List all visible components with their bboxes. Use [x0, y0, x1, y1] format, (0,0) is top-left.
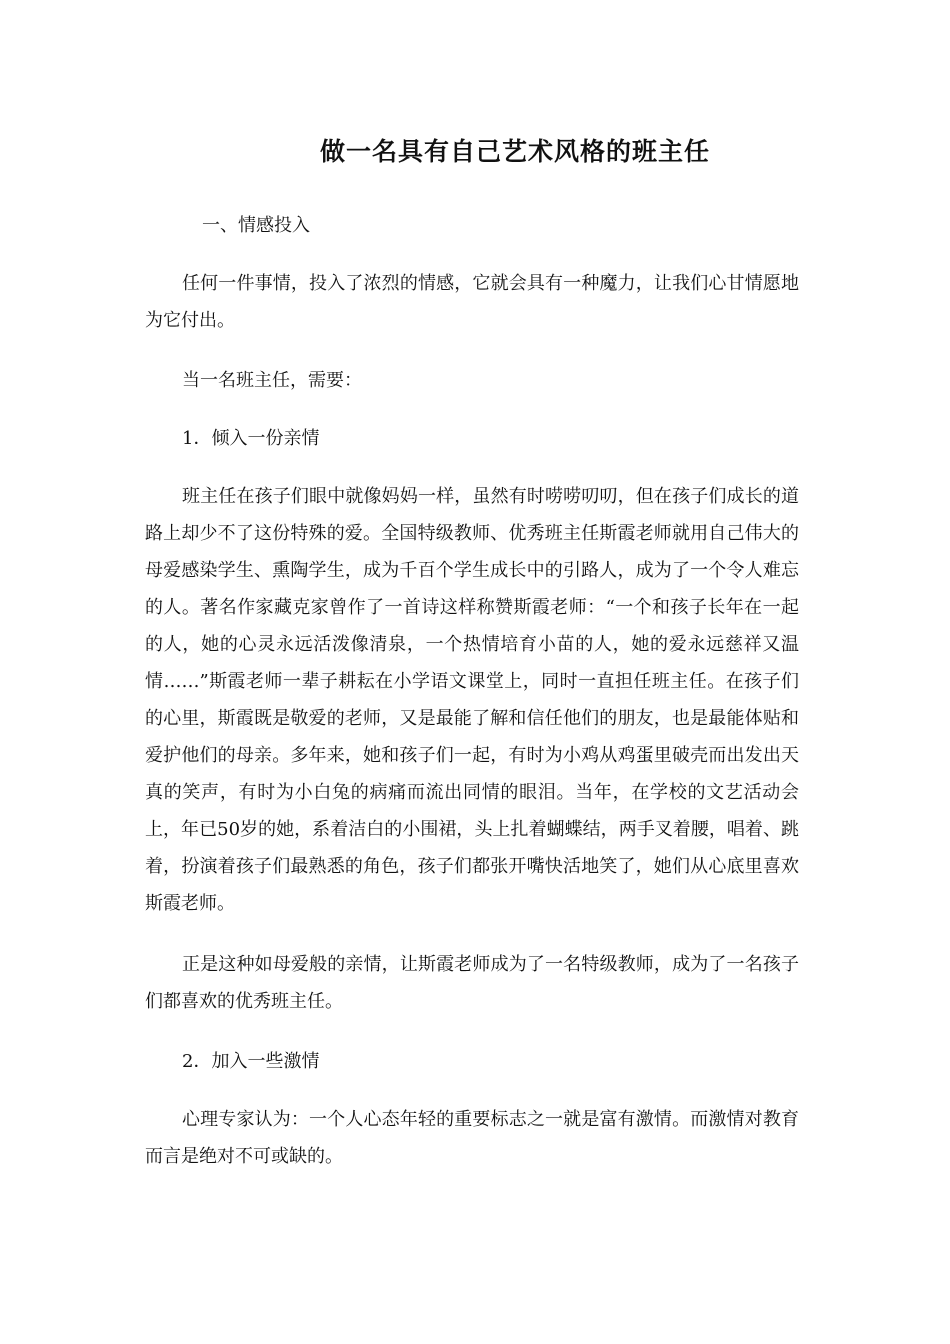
paragraph-passion: 心理专家认为：一个人心态年轻的重要标志之一就是富有激情。而激情对教育而言是绝对不可或缺的。	[145, 1109, 799, 1167]
subheading-passion: 2．加入一些激情	[182, 1051, 320, 1072]
subheading-affection: 1．倾入一份亲情	[182, 428, 320, 449]
paragraph-sixia-story: 班主任在孩子们眼中就像妈妈一样，虽然有时唠唠叨叨，但在孩子们成长的道路上却少不了这份特殊的爱。全国特级教师、优秀班主任斯霞老师就用自己伟大的母爱感染学生、熏陶学生，成为千百个学生成长中的引路人，成为了一个令人难忘的人。著名作家藏克家曾作了一首诗这样称赞斯霞老师：“一个和孩子长年在一起的人，她的心灵永远活泼像清泉，一个热情培育小苗的人，她的爱永远慈祥又温情……”斯霞老师一辈子耕耘在小学语文课堂上，同时一直担任班主任。在孩子们的心里，斯霞既是敬爱的老师，又是最能了解和信任他们的朋友，也是最能体贴和爱护他们的母亲。多年来，她和孩子们一起，有时为小鸡从鸡蛋里破壳而出发出天真的笑声，有时为小白兔的病痛而流出同情的眼泪。当年，在学校的文艺活动会上，年已50岁的她，系着洁白的小围裙，头上扎着蝴蝶结，两手叉着腰，唱着、跳着，扮演着孩子们最熟悉的角色，孩子们都张开嘴快活地笑了，她们从心底里喜欢斯霞老师。	[145, 486, 799, 914]
document-title: 做一名具有自己艺术风格的班主任	[319, 137, 710, 166]
paragraph-requirement: 当一名班主任，需要：	[182, 370, 362, 391]
section-heading-emotional-investment: 一、情感投入	[202, 215, 310, 236]
paragraph-intro: 任何一件事情，投入了浓烈的情感，它就会具有一种魔力，让我们心甘情愿地为它付出。	[145, 273, 799, 331]
paragraph-conclusion: 正是这种如母爱般的亲情，让斯霞老师成为了一名特级教师，成为了一名孩子们都喜欢的优秀班主任。	[145, 954, 799, 1012]
